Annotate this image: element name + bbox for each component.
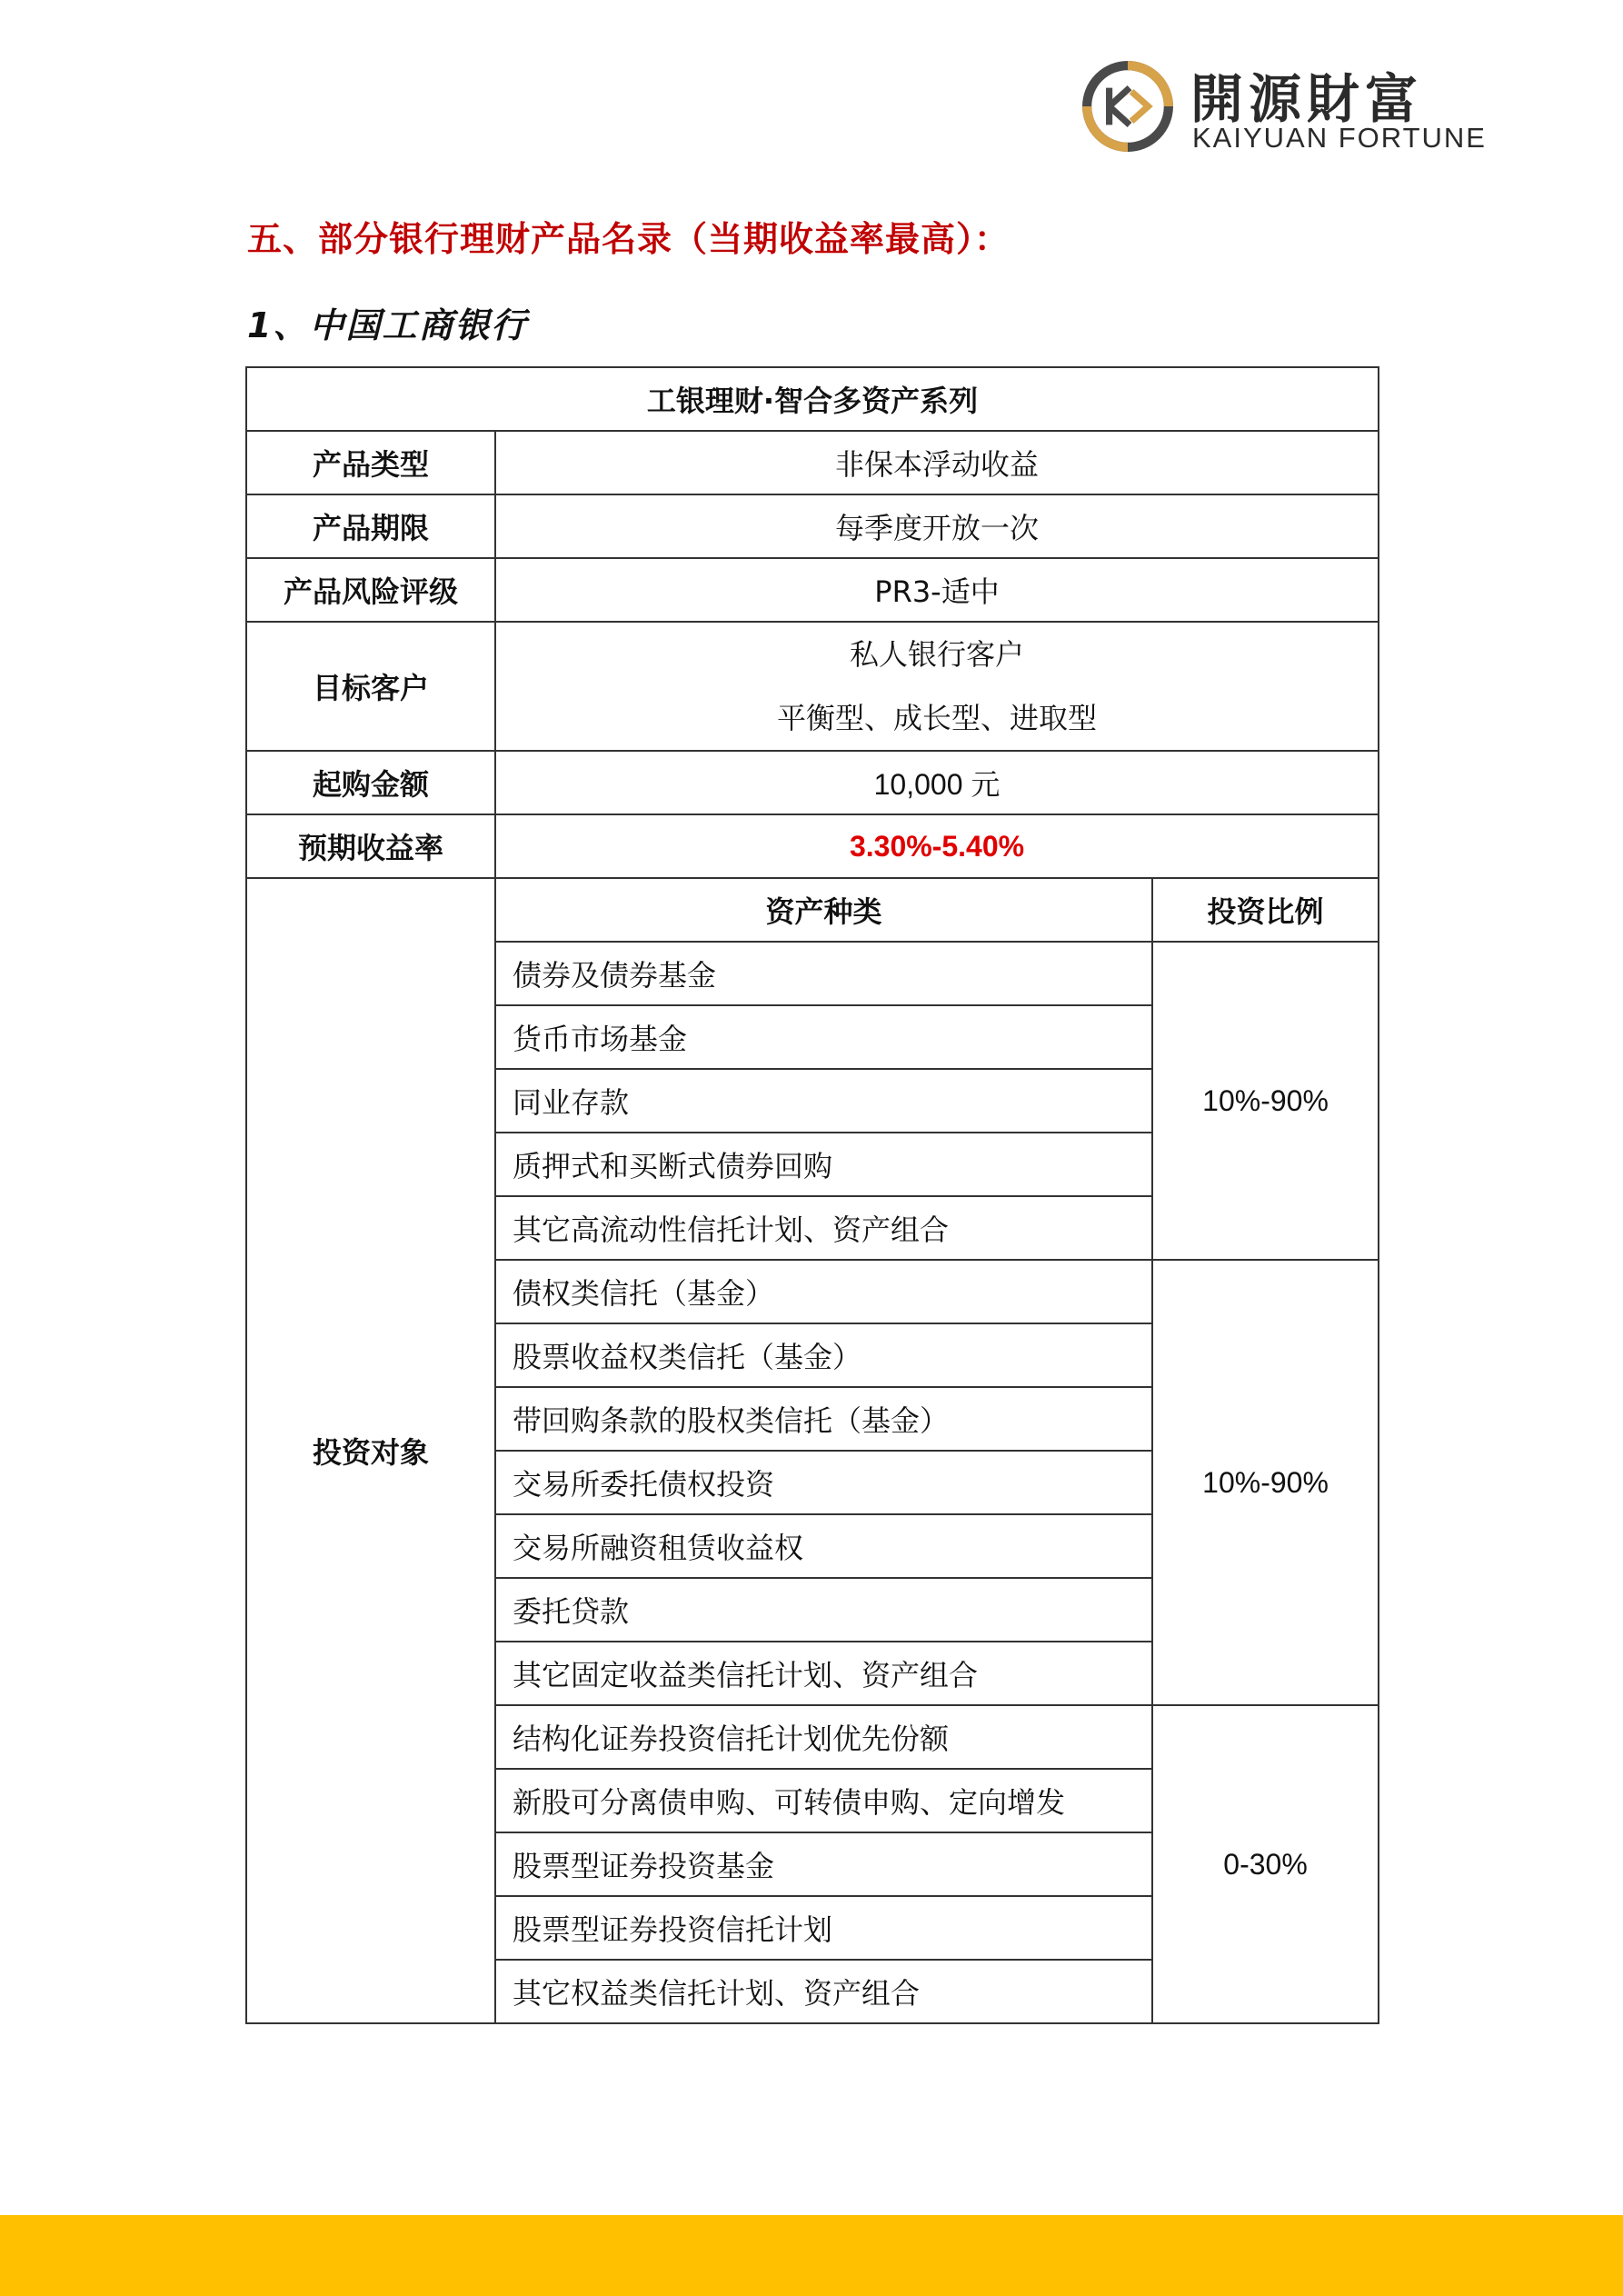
row-value-min-amount: 10,000 元 xyxy=(495,751,1379,814)
asset-item: 股票型证券投资基金 xyxy=(495,1832,1152,1896)
section-title: 五、部分银行理财产品名录（当期收益率最高）： xyxy=(247,219,1011,259)
asset-item: 结构化证券投资信托计划优先份额 xyxy=(495,1705,1152,1769)
asset-item: 股票型证券投资信托计划 xyxy=(495,1896,1152,1960)
ratio-header: 投资比例 xyxy=(1152,878,1379,942)
asset-item: 其它固定收益类信托计划、资产组合 xyxy=(495,1642,1152,1705)
asset-item: 股票收益权类信托（基金） xyxy=(495,1323,1152,1387)
target-line-2: 平衡型、成长型、进取型 xyxy=(777,701,1098,735)
ratio-value: 10%-90% xyxy=(1152,1260,1379,1705)
logo-english-name: KAIYUAN FORTUNE xyxy=(1192,122,1487,154)
asset-type-header: 资产种类 xyxy=(495,878,1152,942)
footer-bar xyxy=(0,2215,1623,2296)
table-title: 工银理财·智合多资产系列 xyxy=(246,367,1379,431)
asset-item: 质押式和买断式债券回购 xyxy=(495,1133,1152,1196)
asset-item: 交易所融资租赁收益权 xyxy=(495,1514,1152,1578)
asset-item: 带回购条款的股权类信托（基金） xyxy=(495,1387,1152,1451)
invest-label: 投资对象 xyxy=(246,878,495,2023)
asset-item: 委托贷款 xyxy=(495,1578,1152,1642)
ratio-value: 0-30% xyxy=(1152,1705,1379,2023)
row-label-target: 目标客户 xyxy=(246,622,495,751)
kaiyuan-logo-icon xyxy=(1081,60,1174,153)
target-line-1: 私人银行客户 xyxy=(850,637,1025,672)
asset-item: 同业存款 xyxy=(495,1069,1152,1133)
logo-chinese-name: 開源財富 xyxy=(1190,68,1424,130)
row-label-risk: 产品风险评级 xyxy=(246,558,495,622)
company-logo xyxy=(1081,56,1499,156)
product-table xyxy=(245,366,1378,2024)
row-value-target xyxy=(495,622,1379,751)
asset-item: 其它权益类信托计划、资产组合 xyxy=(495,1960,1152,2023)
row-label-min-amount: 起购金额 xyxy=(246,751,495,814)
asset-item: 债券及债券基金 xyxy=(495,942,1152,1005)
asset-item: 其它高流动性信托计划、资产组合 xyxy=(495,1196,1152,1260)
row-label-type: 产品类型 xyxy=(246,431,495,494)
ratio-value: 10%-90% xyxy=(1152,942,1379,1260)
row-value-term: 每季度开放一次 xyxy=(495,494,1379,558)
asset-item: 债权类信托（基金） xyxy=(495,1260,1152,1323)
row-label-term: 产品期限 xyxy=(246,494,495,558)
row-value-risk: PR3-适中 xyxy=(495,558,1379,622)
asset-item: 货币市场基金 xyxy=(495,1005,1152,1069)
asset-item: 交易所委托债权投资 xyxy=(495,1451,1152,1514)
bank-subtitle: 1、中国工商银行 xyxy=(247,305,528,345)
row-value-yield: 3.30%-5.40% xyxy=(495,814,1379,878)
row-label-yield: 预期收益率 xyxy=(246,814,495,878)
row-value-type: 非保本浮动收益 xyxy=(495,431,1379,494)
asset-item: 新股可分离债申购、可转债申购、定向增发 xyxy=(495,1769,1152,1832)
